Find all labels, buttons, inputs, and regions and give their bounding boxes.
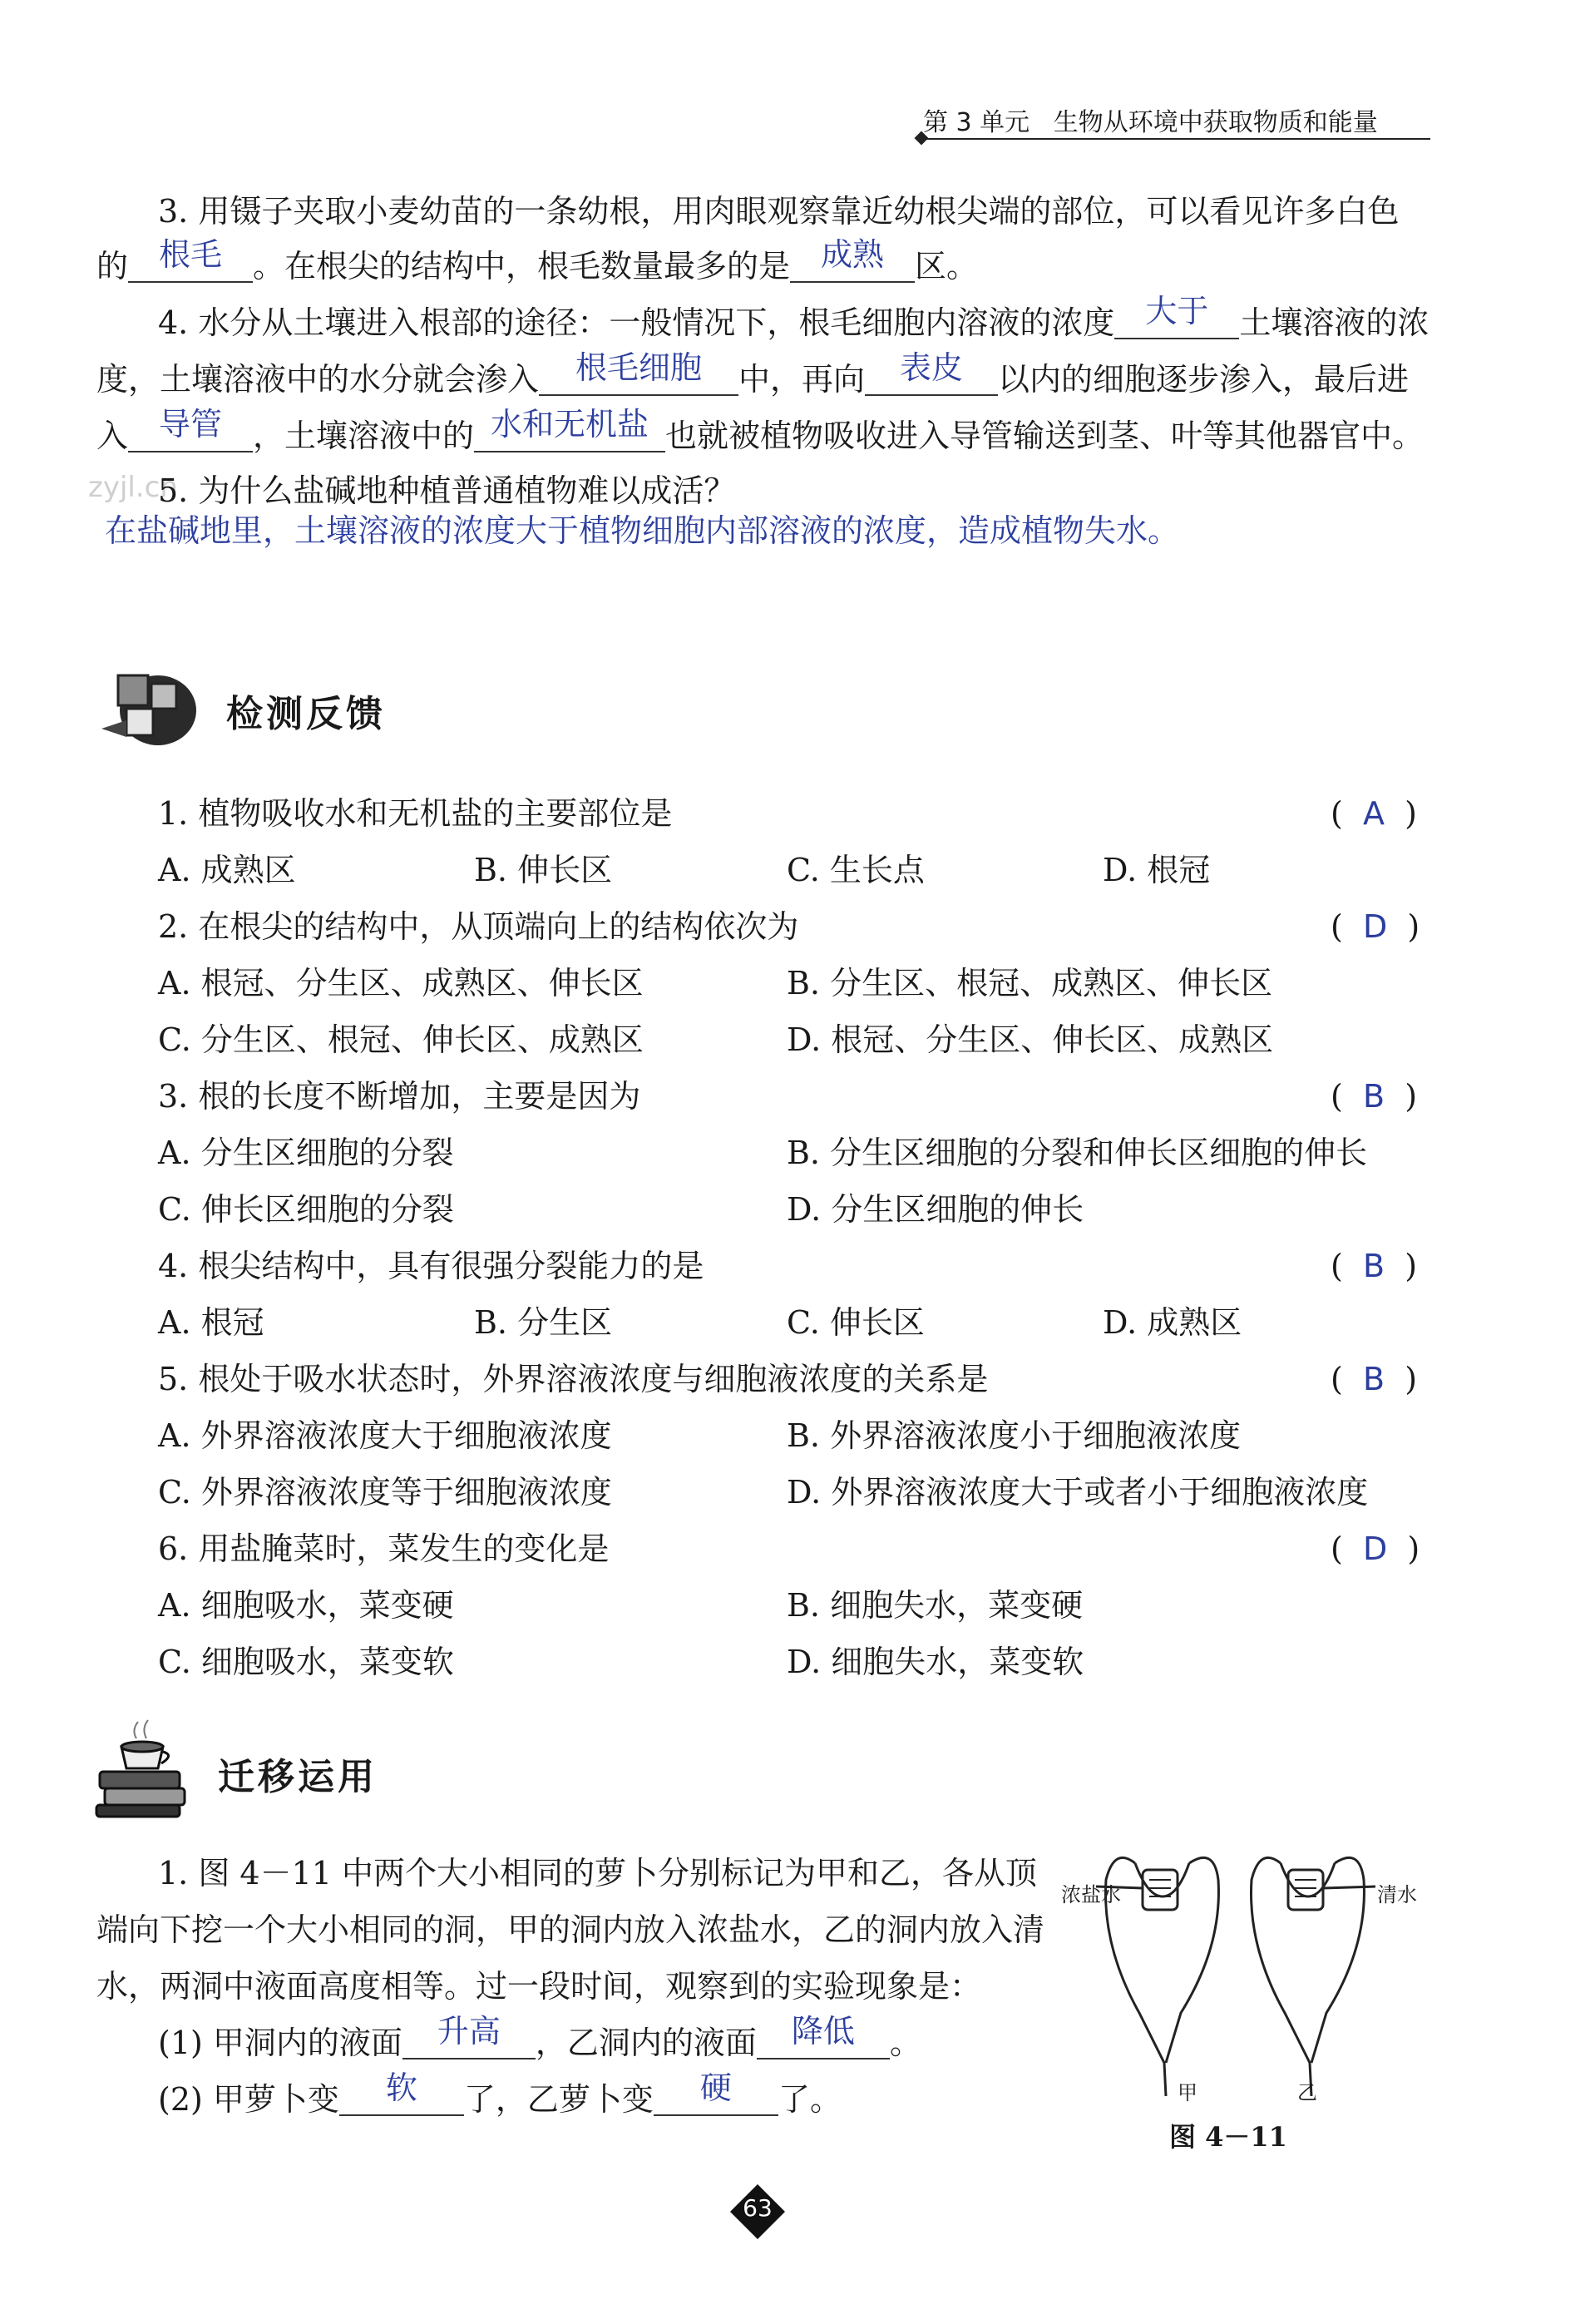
option: C. 生长点 (787, 852, 925, 888)
option: B. 分生区 (474, 1304, 613, 1341)
fig-label-right: 清水 (1377, 1883, 1417, 1906)
question-stem: 6. 用盐腌菜时，菜发生的变化是 (158, 1530, 610, 1567)
q3-line1: 3. 用镊子夹取小麦幼苗的一条幼根，用肉眼观察靠近幼根尖端的部位，可以看见许多白色 (158, 193, 1400, 230)
q3-line2: 的 根毛 。在根尖的结构中，根毛数量最多的是 成熟 区。 (96, 236, 979, 284)
answer-paren: ( D ) (1331, 1530, 1420, 1567)
option: D. 细胞失水，菜变软 (787, 1644, 1084, 1680)
option: C. 分生区、根冠、伸长区、成熟区 (158, 1021, 644, 1058)
option: B. 分生区细胞的分裂和伸长区细胞的伸长 (787, 1135, 1368, 1171)
page-number: 63 (743, 2194, 773, 2222)
header-unit: 第 3 单元 (923, 108, 1030, 137)
option: A. 根冠 (158, 1304, 264, 1341)
option: B. 外界溶液浓度小于细胞液浓度 (787, 1417, 1242, 1454)
q5-question: 5. 为什么盐碱地种植普通植物难以成活？ (158, 472, 736, 509)
option: A. 成熟区 (158, 852, 296, 888)
option: C. 细胞吸水，菜变软 (158, 1644, 454, 1680)
section1-icon (93, 662, 201, 757)
answer-paren: ( B ) (1331, 1078, 1418, 1115)
header-title: 生物从环境中获取物质和能量 (1053, 108, 1378, 137)
option: C. 伸长区细胞的分裂 (158, 1191, 454, 1228)
section1-title: 检测反馈 (226, 693, 386, 735)
q4-blank4: 导管 (128, 414, 253, 452)
question-stem: 4. 根尖结构中，具有很强分裂能力的是 (158, 1248, 704, 1284)
option: B. 细胞失水，菜变硬 (787, 1587, 1084, 1624)
s2-blank3: 软 (339, 2078, 464, 2116)
s2-sub1: (1) 甲洞内的液面 升高 ，乙洞内的液面 降低 。 (158, 2013, 921, 2061)
s2-sub2: (2) 甲萝卜变 软 了，乙萝卜变 硬 了。 (158, 2069, 842, 2118)
header-rule (923, 138, 1430, 140)
question-stem: 1. 植物吸收水和无机盐的主要部位是 (158, 795, 673, 832)
q4-blank2: 根毛细胞 (539, 358, 738, 396)
q4-line3: 入 导管 ，土壤溶液中的 水和无机盐 也就被植物吸收进入导管输送到茎、叶等其他器官中。 (96, 406, 1425, 454)
q4-line2: 度，土壤溶液中的水分就会渗入 根毛细胞 中，再向 表皮 以内的细胞逐步渗入，最后进 (96, 349, 1410, 398)
option: B. 伸长区 (474, 852, 613, 888)
s2-blank2: 降低 (757, 2021, 890, 2059)
option: D. 分生区细胞的伸长 (787, 1191, 1084, 1228)
page-number-badge (728, 2183, 787, 2241)
figure-caption: 图 4－11 (1169, 2121, 1287, 2153)
answer-paren: ( D ) (1331, 908, 1420, 945)
fig-label-yi: 乙 (1297, 2081, 1317, 2104)
fig-label-jia: 甲 (1178, 2081, 1197, 2104)
q4-line1: 4. 水分从土壤进入根部的途径：一般情况下，根毛细胞内溶液的浓度 大于 土壤溶液的浓 (158, 293, 1429, 341)
q3-blank2: 成熟 (790, 245, 915, 283)
q4-blank3: 表皮 (865, 358, 998, 396)
section2-icon (88, 1713, 196, 1825)
question-stem: 2. 在根尖的结构中，从顶端向上的结构依次为 (158, 908, 799, 945)
answer-paren: ( A ) (1331, 795, 1417, 832)
option: D. 根冠、分生区、伸长区、成熟区 (787, 1021, 1274, 1058)
s2-blank1: 升高 (402, 2021, 536, 2059)
page-header (923, 101, 1378, 138)
q4-blank5: 水和无机盐 (474, 414, 665, 452)
option: D. 外界溶液浓度大于或者小于细胞液浓度 (787, 1474, 1369, 1511)
s2-para-line1: 1. 图 4－11 中两个大小相同的萝卜分别标记为甲和乙，各从顶 (158, 1855, 1038, 1891)
answer-paren: ( B ) (1331, 1361, 1418, 1397)
option: D. 根冠 (1103, 852, 1211, 888)
s2-blank4: 硬 (654, 2078, 778, 2116)
answer-paren: ( B ) (1331, 1248, 1418, 1284)
q4-blank1: 大于 (1114, 301, 1239, 339)
option: D. 成熟区 (1103, 1304, 1242, 1341)
option: A. 细胞吸水，菜变硬 (158, 1587, 454, 1624)
fig-label-left: 浓盐水 (1061, 1883, 1121, 1906)
option: A. 分生区细胞的分裂 (158, 1135, 454, 1171)
option: B. 分生区、根冠、成熟区、伸长区 (787, 965, 1273, 1001)
q5-answer: 在盐碱地里，土壤溶液的浓度大于植物细胞内部溶液的浓度，造成植物失水。 (105, 512, 1180, 549)
option: C. 伸长区 (787, 1304, 925, 1341)
q3-blank1: 根毛 (128, 245, 253, 283)
s2-para-line3: 水，两洞中液面高度相等。过一段时间，观察到的实验现象是： (96, 1968, 982, 2005)
option: C. 外界溶液浓度等于细胞液浓度 (158, 1474, 612, 1511)
watermark: zyjl.cn (88, 471, 178, 504)
option: A. 外界溶液浓度大于细胞液浓度 (158, 1417, 612, 1454)
s2-para-line2: 端向下挖一个大小相同的洞，甲的洞内放入浓盐水，乙的洞内放入清 (96, 1911, 1045, 1948)
question-stem: 5. 根处于吸水状态时，外界溶液浓度与细胞液浓度的关系是 (158, 1361, 989, 1397)
section2-title: 迁移运用 (218, 1756, 378, 1798)
option: A. 根冠、分生区、成熟区、伸长区 (158, 965, 644, 1001)
question-stem: 3. 根的长度不断增加，主要是因为 (158, 1078, 641, 1115)
